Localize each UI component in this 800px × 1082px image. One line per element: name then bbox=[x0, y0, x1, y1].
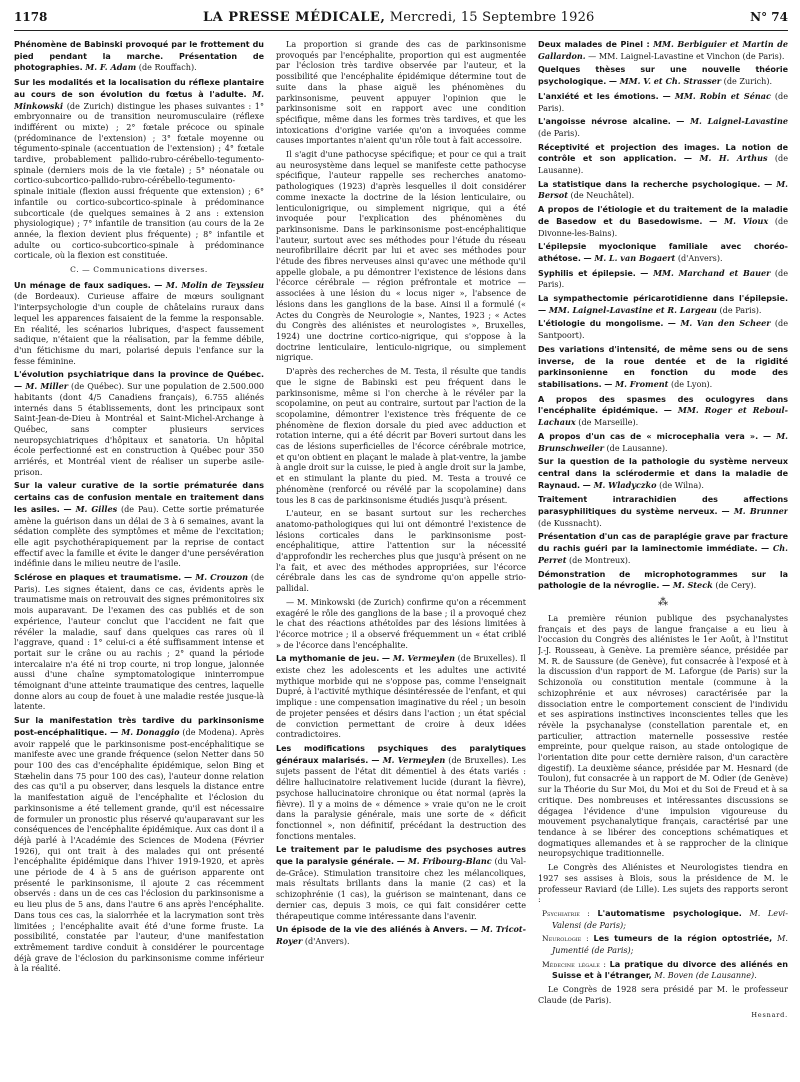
article-authors: — M. Bersot bbox=[538, 178, 788, 201]
article-entry bbox=[538, 268, 788, 290]
article-entry bbox=[14, 572, 264, 712]
rapport-title: La pratique du divorce des aliénés en Suisse et à l'étranger, bbox=[552, 958, 788, 981]
article-text: (de Bruxelles). Il existe chez les adolescents et les adultes une activité mythique morbide qui ne s'oppose pas, comme l'enseignait Dupré, à l'activité mythique désintéressée de l'enfant, et qui implique : une compensation imaginative du réel ; un besoin de projeter pensées et désirs dans l'action ; un état spécial de conviction permettant de croire à deux idées contradictoires. bbox=[276, 653, 526, 740]
article-text: (de Cery). bbox=[715, 580, 757, 591]
article-text: (de Bordeaux). Curieuse affaire de mœurs soulignant l'interpsychologie d'un couple de châtelains ruraux dans lequel les apparences faisaient de la femme la responsable. En réalité, les scénarios lubriques, d'aspect faussement sadique, n'étaient que la réalisation, par la femme débile, d'un fétichisme du mari, polarisé depuis l'enfance sur la fesse féminine. bbox=[14, 291, 264, 366]
article-entry bbox=[538, 204, 788, 238]
article-title: Traitement intrarachidien des affections parasyphilitiques du système nerveux. bbox=[538, 495, 788, 517]
rapport-authors: M. Levi-Valensi (de Paris); bbox=[552, 907, 788, 930]
article-title: La sympathectomie péricarotidienne dans l'épilepsie. bbox=[538, 294, 788, 304]
article-entry bbox=[538, 91, 788, 113]
rapport-item bbox=[538, 908, 788, 930]
article-entry bbox=[14, 480, 264, 569]
article-title: A propos d'un cas de « microcephalia vera ». bbox=[538, 431, 759, 441]
article-entry bbox=[538, 318, 788, 340]
article-title: L'évolution psychiatrique dans la province de Québec. bbox=[14, 370, 264, 380]
article-authors: — M. Crouzon bbox=[184, 572, 248, 583]
article-entry bbox=[538, 241, 788, 264]
article-authors: — M. Brunner bbox=[721, 506, 788, 517]
article-authors: M. Minkowski bbox=[14, 88, 264, 111]
article-entry bbox=[276, 653, 526, 740]
article-authors: — M. Vermeylen bbox=[381, 653, 455, 664]
rapport-authors: M. Jumentié (de Paris); bbox=[552, 933, 788, 956]
article-entry bbox=[538, 431, 788, 453]
article-authors: — M. Steck bbox=[661, 580, 713, 591]
article-authors: — M. Van den Scheer bbox=[667, 318, 771, 329]
article-authors: — MM. Marchand et Bauer bbox=[640, 267, 771, 278]
article-title: Sur la question de la pathologie du système nerveux central dans la sclérodermie et dans la maladie de Raynaud. bbox=[538, 457, 788, 490]
article-title: A propos des spasmes des oculogyres dans l'encéphalite épidémique. bbox=[538, 394, 788, 416]
article-text: (de Rouffach). bbox=[138, 62, 197, 73]
article-entry bbox=[276, 743, 526, 841]
article-authors: — M. Tricot-Royer bbox=[276, 924, 526, 946]
article-title: L'épilepsie myoclonique familiale avec choréo-athétose. bbox=[538, 242, 788, 263]
article-title: L'étiologie du mongolisme. bbox=[538, 319, 664, 329]
article-title: Phénomène de Babinski provoqué par le frottement du pied pendant la marche. Présentation de photographies. bbox=[14, 40, 264, 73]
body-paragraph: La première réunion publique des psychanalystes français et des pays de langue française a eu lieu à l'occasion du Congrès des aliénistes le 1er Août, à l'Institut J.-J. Rousseau, à Genève. La première séance, présidée par M. R. de Saussure (de Genève), fut consacrée à l'exposé et à la discussion d'un rapport de M. Laforgue (de Paris) sur la Schizonoïa ou constitution mentale (commune à la schizophrénie et aux névroses) caractérisée par la dissociation entre le comportement conscient de l'individu et ses aspirations instinctives inconscientes telles que les révèle la psychanalyse (constellation parentale et, en particulier, attraction maternelle possessive restée empreinte, pour quelque raison, au stade ontologique de l'orientation dite pour cette dernière raison, d'un caractère digestif). La deuxième séance, présidée par M. Hesnard (de Toulon), fut consacrée à un rapport de M. Odier (de Genève) sur la Théorie du Sur Moi, du Moi et du Soi de Freud et à sa critique. Des nombreuses et intéressantes discussions se dégagea l'évidence d'une impulsion vigoureuse du mouvement psychanalytique français, caractérisé par une tendance à se libérer des conceptions schématiques et dogmatiques allemandes et à se rapprocher de la clinique neuropsychique traditionnelle. bbox=[538, 612, 788, 859]
body-paragraph: Il s'agit d'une pathocyse spécifique; et pour ce qui a trait au neurosystème dans lequel se manifeste cette pathocyse spécifique, l'auteur rappelle ses recherches anatomo-pathologiques (1923) d'après lesquelles il doit considérer comme inexacte la doctrine de la lésion lenticulaire, ou lenticulonigrique, ou simplement nigrique, qui a été invoquée pour l'explication des phénomènes du parkinsonisme. Dans le parkinsonisme post-encéphalitique l'auteur, surtout avec ses méthodes pour l'étude du réseau neurofibrillaire décrit par lui et avec ses méthodes pour l'étude des fibres nerveuses ainsi qu'avec une méthode qu'il appelle globale, a pu démontrer l'existence de lésions dans l'écorce cérébrale — région préfrontale et motrice — associées à une lésion du « locus niger », l'absence de lésions dans les ganglions de la base. Ainsi il a formulé (« Actes du Congrès de Neurologie », Nantes, 1923 ; « Actes du Congrès des aliénistes et neurologistes », Bruxelles, 1924) une doctrine cortico-nigrique, qui s'oppose à la doctrine lenticulaire, lenticulo-nigrique, ou simplement nigrique. bbox=[276, 149, 526, 363]
article-entry bbox=[276, 844, 526, 921]
article-authors: MM. Berbiguier et Martin de Gallardon. bbox=[538, 39, 788, 61]
article-title: Un ménage de faux sadiques. bbox=[14, 280, 151, 290]
article-entry bbox=[14, 77, 264, 261]
article-text: (d'Anvers). bbox=[304, 935, 350, 946]
article-title: Présentation d'un cas de paraplégie grave par fracture du rachis guéri par la laminectomie immédiate. bbox=[538, 532, 788, 554]
article-title: Deux malades de Pinel : bbox=[538, 40, 650, 49]
article-entry bbox=[538, 569, 788, 592]
article-title: A propos de l'étiologie et du traitement de la maladie de Basedow et du Basedowisme. bbox=[538, 205, 788, 226]
article-authors: — M. Vermeylen bbox=[371, 754, 446, 765]
article-text: (de Paris). bbox=[719, 304, 762, 315]
article-authors: — MM. Laignel-Lavastine et R. Largeau bbox=[538, 304, 717, 315]
article-title: La mythomanie de jeu. bbox=[276, 654, 380, 664]
article-entry bbox=[14, 280, 264, 367]
article-entry bbox=[14, 39, 264, 74]
article-text: (de Québec). Sur une population de 2.500.000 habitants (dont 4/5 Canadiens français), 6.755 aliénés internés dans 5 établissements, dont les principaux sont Saint-Jean-de-Dieu à Montréal et Saint-Michel-Archange à Québec, sans compter plusieurs services neuropsychiatriques d'hôpitaux et sanatoria. Un hôpital école perfectionné est en construction à Québec pour 350 arriérés, et Montréal vient de réaliser un superbe asile-prison. bbox=[14, 381, 264, 477]
article-authors: — MM. V. et Ch. Strasser bbox=[608, 76, 722, 87]
article-entry bbox=[538, 142, 788, 176]
article-authors: M. F. Adam bbox=[85, 62, 137, 73]
body-paragraph: L'auteur, en se basant surtout sur les recherches anatomo-pathologiques qui lui ont démontré l'existence de lésions corticales dans le parkinsonisme post-encéphalitique, attire l'attention sur la nécessité d'approfondir les recherches plus que jusqu'à présent on ne l'a fait, et avec des méthodes appropriées, sur l'écorce cérébrale dans les cas de syndrome qu'on appelle strio-pallidal. bbox=[276, 508, 526, 594]
article-text: (de Divonne-les-Bains). bbox=[538, 215, 788, 238]
article-text: (de Pau). Cette sortie prématurée amène la guérison dans un délai de 3 à 6 semaines, avant la sédation complète des symptômes et même de l'excitation; elle agit psychothérapiquement par la reprise de contact effectif avec la famille et évite le danger d'une persévération indéfinie dans le milieu neutre de l'asile. bbox=[14, 503, 264, 569]
article-entry bbox=[538, 394, 788, 428]
article-entry bbox=[538, 39, 788, 61]
rapport-item bbox=[538, 959, 788, 981]
body-paragraph: — M. Minkowski (de Zurich) confirme qu'on a récemment exagéré le rôle des ganglions de la base ; il a provoqué chez le chat des réactions athétoïdes par des lésions limitées à l'écorce motrice ; il a observé fréquemment un « état criblé » de l'écorce dans l'encéphalite. bbox=[276, 596, 526, 650]
article-title: Sur la valeur curative de la sortie prématurée dans certains cas de confusion mentale en traitement dans les asiles. bbox=[14, 481, 264, 514]
body-paragraph: Le Congrès de 1928 sera présidé par M. le professeur Claude (de Paris). bbox=[538, 984, 788, 1005]
article-entry bbox=[538, 116, 788, 138]
article-text: (de Bruxelles). Les sujets passent de l'état dit démentiel à des états variés : délire hallucinatoire relativement lucide (durant la fièvre), psychose hallucinatoire chronique ou état normal (après la fièvre). Il y a moins de « démence » vraie qu'on ne le croit dans la paralysie générale, mais une sorte de « déficit fonctionnel », non définitif, précédant la destruction des fonctions mentales. bbox=[276, 754, 526, 841]
article-text: (de Neuchâtel). bbox=[570, 190, 635, 201]
article-entry bbox=[14, 369, 264, 477]
article-title: La statistique dans la recherche psychologique. bbox=[538, 179, 761, 189]
article-entry bbox=[538, 64, 788, 87]
rapport-label: Médecine légale : bbox=[542, 959, 606, 969]
article-title: Un épisode de la vie des aliénés à Anvers. bbox=[276, 925, 468, 935]
rapport-title: L'automatisme psychologique. bbox=[597, 907, 742, 918]
article-authors: — M. L. van Bogaert bbox=[583, 252, 676, 263]
article-title: Des variations d'intensité, de même sens ou de sens inverse, de la roue dentée et de la rigidité parkinsonienne en fonction du mode des stabilisations. bbox=[538, 344, 788, 389]
column-middle bbox=[276, 39, 526, 1079]
section-heading: C. — Communications diverses. bbox=[70, 265, 208, 275]
article-text: (de Paris). bbox=[538, 127, 580, 138]
article-text: (de Paris). Les signes étaient, dans ce cas, évidents après le traumatisme mais on retrouvait des signes prémonitoires six mois auparavant. De l'examen des cas publiés et de son expérience, l'auteur conclut que l'accident ne fait que révéler la maladie, sauf dans quelques cas rares où il l'aggrave, quand : 1° celui-ci a été suffisamment intense et portait sur le crâne ou au rachis ; 2° quand la période intercalaire n'a été ni trop courte, ni trop longue, jalonnée aussi d'une chaîne symptomatologique ininterrompue témoignant d'une atteinte traumatique des centres, laquelle donne alors au coup de fouet à une maladie restée jusque-là latente. bbox=[14, 572, 264, 712]
journal-title bbox=[203, 10, 595, 25]
page-number: 1178 bbox=[14, 10, 48, 24]
body-paragraph: Le Congrès des Aliénistes et Neurologistes tiendra en 1927 ses assises à Blois, sous la présidence de M. le professeur Raviard (de Lille). Les sujets des rapports seront : bbox=[538, 862, 788, 905]
page-header bbox=[14, 10, 788, 31]
article-title: Démonstration de microphotogrammes sur la pathologie de la névroglie. bbox=[538, 569, 788, 591]
article-entry bbox=[14, 715, 264, 974]
article-title: Syphilis et épilepsie. bbox=[538, 268, 636, 278]
article-authors: — M. Donaggio bbox=[110, 726, 180, 737]
article-title: Quelques thèses sur une nouvelle théorie psychologique. bbox=[538, 65, 788, 87]
issue-number: N° 74 bbox=[750, 10, 788, 24]
article-authors: — M. Brunschweiler bbox=[538, 430, 788, 453]
columns bbox=[14, 39, 788, 1079]
column-left bbox=[14, 39, 264, 1079]
article-authors: — M. Molin de Teyssieu bbox=[154, 279, 264, 290]
article-title: L'anxiété et les émotions. bbox=[538, 91, 659, 101]
article-text: (du Val-de-Grâce). Stimulation transitoire chez les mélancoliques, mais résultats brillants dans la manie (2 cas) et la schizophrénie (1 cas), la guérison se maintenant, dans ce dernier cas, depuis 3 mois, ce qui fait considérer cette thérapeutique comme intéressante dans l'avenir. bbox=[276, 856, 526, 921]
article-title: Sur la manifestation très tardive du parkinsonisme post-encéphalitique. bbox=[14, 716, 264, 737]
article-text: (de Montreux). bbox=[569, 554, 631, 565]
article-title: Sclérose en plaques et traumatisme. bbox=[14, 573, 182, 583]
article-text: (de Lyon). bbox=[670, 378, 713, 389]
article-entry bbox=[538, 494, 788, 528]
article-text: (de Modena). Après avoir rappelé que le parkinsonisme post-encéphalitique se manifeste avec une grande fréquence (selon Netter dans 50 pour 100 des cas d'encéphalite épidémique, selon Bing et Stæhelin dans 75 pour 100 des cas), l'auteur donne relation des cas qu'il a pu observer, dans lesquels la distance entre la manifestation aiguë de l'encéphalite et l'éclosion du parkinsonisme a été tellement grande, qu'il est nécessaire de formuler un pronostic plus réservé qu'auparavant sur les conséquences de l'encéphalite épidémique. Aux cas dont il a déjà parlé à l'Académie des Sciences de Modena (Février 1926), qui ont trait à des malades qui ont présenté l'encéphalite épidémique dans l'hiver 1919-1920, et après une période de 4 à 5 ans de guérison apparente ont présenté le parkinsonisme, il ajoute 2 cas récemment observés : dans un de ces cas l'éclosion du parkinsonisme a eu lieu plus de 5 ans, dans l'autre 6 ans après l'encéphalite. Dans tous ces cas, la sialorrhée et la lacrymation sont très limitées ; l'encéphalite avait été d'une forme fruste. La possibilité, constatée par l'auteur, d'une manifestation extrêmement tardive conduit à considérer le pourcentage déjà grave de l'éclosion du parkinsonisme comme inférieur à la réalité. bbox=[14, 726, 264, 974]
signature: Hesnard. bbox=[751, 1010, 788, 1019]
article-text: (d'Anvers). bbox=[677, 252, 723, 263]
article-authors: — M. Gilles bbox=[63, 503, 118, 514]
rapport-label: Psychiatrie : bbox=[542, 908, 590, 918]
article-text: (de Lausanne). bbox=[606, 442, 668, 453]
body-paragraph: La proportion si grande des cas de parkinsonisme provoqués par l'encéphalite, proportion qui est augmentée par l'éclosion très tardive observée par l'auteur, et la possibilité que l'encéphalite épidémique détermine tout de suite dans la phase aiguë les phénomènes du parkinsonisme, peuvent appuyer l'opinion que le parkinsonisme soit en rapport avec une condition spécifique, même dans les formes très tardives, et que les intoxications d'origine variée qu'on a invoquées comme causes importantes n'aient qu'un rôle tout à fait accessoire. bbox=[276, 39, 526, 146]
article-text: (de Paris). bbox=[538, 267, 788, 290]
article-text: (de Wilna). bbox=[659, 479, 704, 490]
column-right bbox=[538, 39, 788, 1079]
rapport-item bbox=[538, 933, 788, 955]
article-authors: — MM. Roger et Reboul-Lachaux bbox=[538, 405, 788, 428]
article-text: (de Zurich). bbox=[723, 76, 773, 87]
article-authors: — M. Froment bbox=[604, 378, 669, 389]
article-text: (de Zurich) distingue les phases suivantes : 1° embryonnaire ou de transition neuromusculaire (réflexe indifférent ou mixte) ; 2° fœtale précoce ou spinale (prédominance de l'extension) ; 3° fœtale moyenne ou tégumento-spinale (accentuation de l'extension) ; 4° fœtale tardive, probablement pallido-rubro-cérébello-tegumento-spinale (derniers mois de la vie fœtale) ; 5° néonatale ou cortico-subcortico-pallido-rubro-cérébello-tegumento-spinale initiale (flexion aussi fréquente que extension) ; 6° infantile ou cortico-subcortico-spinale à prédominance subcorticale (de quelques semaines à 2 ans : extension physiologique) ; 7° infantile de transition (au cours de la 2e année, la flexion devient plus fréquente) ; 8° infantile et adulte ou cortico-subcortico-spinale à prédominance corticale, où la flexion est constituée. bbox=[14, 100, 264, 261]
article-text: — MM. Laignel-Lavastine et Vinchon (de Paris). bbox=[588, 50, 785, 61]
article-authors: — MM. Robin et Sénac bbox=[662, 90, 771, 101]
article-text: (de Kussnacht). bbox=[538, 517, 602, 528]
article-entry bbox=[538, 456, 788, 491]
issue-date: Mercredi, 15 Septembre 1926 bbox=[389, 10, 595, 25]
rapport-title: Les tumeurs de la région optostriée, bbox=[593, 933, 773, 944]
asterism-divider: ⁂ bbox=[658, 596, 668, 608]
article-entry bbox=[538, 344, 788, 391]
article-authors: — M. Fribourg-Blanc bbox=[396, 856, 492, 867]
body-paragraph: D'après des recherches de M. Testa, il résulte que tandis que le signe de Babinski est peu fréquent dans le parkinsonisme, même si l'on cherche à le révéler par la scopolamine, on peut au contraire, surtout par l'action de la scopolamine, démontrer l'existence très fréquente de ce phénomène de flexion dorsale du pied avec adduction et rotation interne, qui a été décrit par Boveri surtout dans les cas de lésions superficielles de l'écorce cérébrale motrice, et qu'on obtient en plaçant le malade à plat-ventre, la jambe à angle droit sur la cuisse, le pied à angle droit sur la jambe, et en stimulant la plante du pied. M. Testa a trouvé ce phénomène (renforcé ou révélé par la scopolamine) dans tous les 8 cas de parkinsonisme étudiés jusqu'à présent. bbox=[276, 366, 526, 505]
article-entry bbox=[538, 179, 788, 201]
article-text: (de Santpoort). bbox=[538, 318, 788, 341]
article-entry bbox=[538, 293, 788, 315]
article-text: (de Paris). bbox=[538, 90, 788, 113]
article-authors: — M. Laignel-Lavastine bbox=[676, 116, 788, 127]
article-title: Les modifications psychiques des paralytiques généraux malarisés. bbox=[276, 744, 526, 765]
rapport-label: Neurologie : bbox=[542, 934, 589, 944]
article-title: Sur les modalités et la localisation du réflexe plantaire au cours de son évolution du fœtus à l'adulte. bbox=[14, 78, 264, 99]
article-title: L'angoisse névrose alcaline. bbox=[538, 117, 671, 127]
article-text: (de Lausanne). bbox=[538, 153, 788, 176]
article-title: Le traitement par le paludisme des psychoses autres que la paralysie générale. bbox=[276, 845, 526, 867]
article-authors: — M. H. Arthus bbox=[683, 153, 768, 164]
article-authors: — Ch. Perret bbox=[538, 543, 788, 565]
rapport-authors: M. Boven (de Lausanne). bbox=[654, 970, 757, 981]
article-text: (de Marseille). bbox=[578, 417, 639, 428]
article-authors: — M. Miller bbox=[14, 381, 69, 392]
article-entry bbox=[276, 924, 526, 946]
article-authors: — M. Vioux bbox=[709, 215, 769, 226]
article-title: Réceptivité et projection des images. La notion de contrôle et son application. bbox=[538, 142, 788, 164]
article-authors: — M. Wladyczko bbox=[582, 479, 657, 490]
article-entry bbox=[538, 531, 788, 565]
journal-name: LA PRESSE MÉDICALE, bbox=[203, 10, 386, 25]
